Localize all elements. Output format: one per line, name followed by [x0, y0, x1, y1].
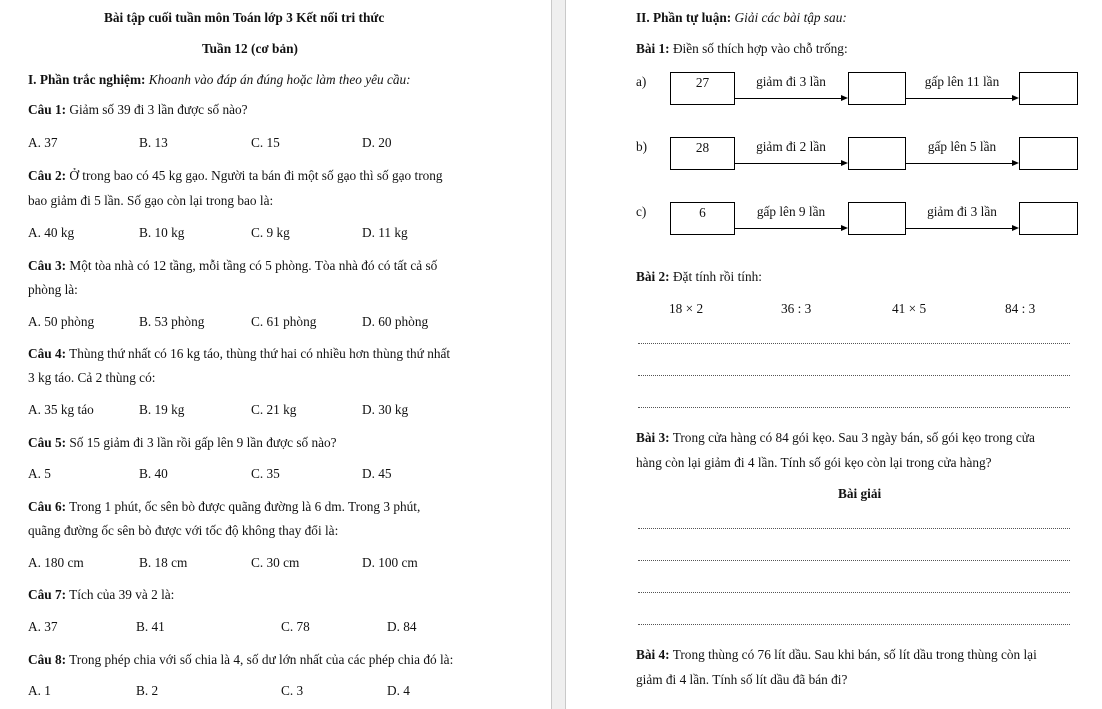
arrow-head-icon: [1012, 95, 1019, 101]
arrow-head-icon: [841, 95, 848, 101]
solution-heading: Bài giải: [838, 486, 882, 501]
option-c[interactable]: C. 15: [251, 135, 280, 150]
question-7: [28, 587, 174, 603]
option-b[interactable]: B. 10 kg: [139, 225, 185, 240]
arrow-head-icon: [1012, 160, 1019, 166]
question-label: Câu 2:: [28, 168, 67, 183]
bai3-text: Trong cửa hàng có 84 gói kẹo. Sau 3 ngày bán, số gói kẹo trong cửa: [672, 430, 1035, 445]
option-b[interactable]: B. 19 kg: [139, 402, 185, 417]
question-label: Câu 1:: [28, 102, 67, 117]
option-d[interactable]: D. 45: [362, 466, 392, 481]
arrow-head-icon: [1012, 225, 1019, 231]
bai3-label: Bài 3:: [636, 430, 670, 445]
row-letter: b): [636, 139, 648, 154]
arrow-line: [735, 163, 842, 164]
option-a[interactable]: A. 180 cm: [28, 555, 84, 570]
bai1-label: Bài 1:: [636, 41, 670, 56]
row-letter: c): [636, 204, 647, 219]
bai3-line-2: hàng còn lại giảm đi 4 lần. Tính số gói kẹo còn lại trong cửa hàng?: [636, 455, 992, 470]
operation-label: gấp lên 11 lần: [924, 74, 1000, 89]
question-label: Câu 3:: [28, 258, 67, 273]
option-d[interactable]: D. 20: [362, 135, 392, 150]
part1-heading-line: [28, 72, 411, 88]
bai1-heading: [636, 41, 848, 57]
option-d[interactable]: D. 60 phòng: [362, 314, 429, 329]
question-label: Câu 5:: [28, 435, 67, 450]
option-c[interactable]: C. 30 cm: [251, 555, 300, 570]
answer-box[interactable]: [1019, 137, 1078, 170]
expression: 18 × 2: [669, 301, 704, 316]
question-5: [28, 435, 337, 451]
bai2-text: Đặt tính rồi tính:: [672, 269, 762, 284]
bai4-line-2: giảm đi 4 lần. Tính số lít dầu đã bán đi?: [636, 672, 848, 687]
option-a[interactable]: A. 50 phòng: [28, 314, 95, 329]
question-text: Trong 1 phút, ốc sên bò được quãng đường là 6 dm. Trong 3 phút,: [69, 499, 421, 514]
question-text: Thùng thứ nhất có 16 kg táo, thùng thứ hai có nhiều hơn thùng thứ nhất: [69, 346, 451, 361]
option-d[interactable]: D. 4: [387, 683, 410, 698]
question-label: Câu 6:: [28, 499, 67, 514]
question-text-cont: 3 kg táo. Cả 2 thùng có:: [28, 370, 156, 385]
option-d[interactable]: D. 100 cm: [362, 555, 418, 570]
operation-label: giảm đi 3 lần: [756, 74, 826, 89]
option-c[interactable]: C. 78: [281, 619, 310, 634]
answer-box[interactable]: [848, 202, 906, 235]
page-gutter: [551, 0, 566, 709]
answer-line[interactable]: [638, 624, 1070, 625]
question-text-cont: bao giảm đi 5 lần. Số gạo còn lại trong bao là:: [28, 193, 274, 208]
arrow-head-icon: [841, 160, 848, 166]
question-6: [28, 499, 420, 515]
option-b[interactable]: B. 53 phòng: [139, 314, 205, 329]
option-a[interactable]: A. 37: [28, 619, 58, 634]
arrow-line: [906, 98, 1013, 99]
arrow-head-icon: [841, 225, 848, 231]
operation-label: giảm đi 2 lần: [756, 139, 826, 154]
answer-line[interactable]: [638, 560, 1070, 561]
answer-box[interactable]: [848, 72, 906, 105]
question-text: Tích của 39 và 2 là:: [69, 587, 175, 602]
option-b[interactable]: B. 18 cm: [139, 555, 188, 570]
arrow-line: [735, 98, 842, 99]
question-label: Câu 4:: [28, 346, 67, 361]
option-a[interactable]: A. 35 kg táo: [28, 402, 94, 417]
question-text: Giảm số 39 đi 3 lần được số nào?: [69, 102, 248, 117]
answer-line[interactable]: [638, 407, 1070, 408]
question-4: [28, 346, 450, 362]
question-text: Số 15 giảm đi 3 lần rồi gấp lên 9 lần được số nào?: [69, 435, 337, 450]
question-text-cont: phòng là:: [28, 282, 78, 297]
question-text: Trong phép chia với số chia là 4, số dư lớn nhất của các phép chia đó là:: [69, 652, 454, 667]
option-a[interactable]: A. 40 kg: [28, 225, 75, 240]
operation-label: gấp lên 9 lần: [756, 204, 826, 219]
arrow-line: [906, 163, 1013, 164]
start-number-box: 27: [670, 72, 735, 105]
option-c[interactable]: C. 35: [251, 466, 280, 481]
answer-line[interactable]: [638, 375, 1070, 376]
question-3: [28, 258, 437, 274]
document-subtitle: Tuần 12 (cơ bản): [202, 41, 298, 56]
expression: 36 : 3: [781, 301, 812, 316]
document-title: Bài tập cuối tuần môn Toán lớp 3 Kết nối tri thức: [104, 10, 385, 25]
question-2: [28, 168, 443, 184]
start-number-box: 6: [670, 202, 735, 235]
arrow-line: [735, 228, 842, 229]
question-text: Một tòa nhà có 12 tầng, mỗi tầng có 5 phòng. Tòa nhà đó có tất cả số: [69, 258, 438, 273]
answer-box[interactable]: [1019, 72, 1078, 105]
start-number-box: 28: [670, 137, 735, 170]
question-1: [28, 102, 248, 118]
bai1-text: Điền số thích hợp vào chỗ trống:: [672, 41, 848, 56]
part2-heading: II. Phần tự luận:: [636, 10, 732, 25]
option-b[interactable]: B. 2: [136, 683, 159, 698]
option-d[interactable]: D. 84: [387, 619, 417, 634]
answer-line[interactable]: [638, 528, 1070, 529]
operation-label: gấp lên 5 lần: [927, 139, 997, 154]
answer-line[interactable]: [638, 592, 1070, 593]
row-letter: a): [636, 74, 647, 89]
question-label: Câu 8:: [28, 652, 67, 667]
option-c[interactable]: C. 61 phòng: [251, 314, 317, 329]
part1-heading: I. Phần trắc nghiệm:: [28, 72, 146, 87]
bai3-line-1: [636, 430, 1035, 446]
option-a[interactable]: A. 37: [28, 135, 58, 150]
option-b[interactable]: B. 13: [139, 135, 168, 150]
bai2-label: Bài 2:: [636, 269, 670, 284]
option-d[interactable]: D. 11 kg: [362, 225, 408, 240]
bai4-label: Bài 4:: [636, 647, 670, 662]
option-d[interactable]: D. 30 kg: [362, 402, 409, 417]
option-c[interactable]: C. 21 kg: [251, 402, 297, 417]
part1-instruction: Khoanh vào đáp án đúng hoặc làm theo yêu cầu:: [148, 72, 411, 87]
bai2-heading: [636, 269, 762, 285]
operation-label: giảm đi 3 lần: [927, 204, 997, 219]
option-b[interactable]: B. 41: [136, 619, 165, 634]
question-8: [28, 652, 453, 668]
option-c[interactable]: C. 3: [281, 683, 304, 698]
option-b[interactable]: B. 40: [139, 466, 168, 481]
bai4-text: Trong thùng có 76 lít dầu. Sau khi bán, số lít dầu trong thùng còn lại: [672, 647, 1037, 662]
document-page-right: [566, 0, 1102, 709]
option-c[interactable]: C. 9 kg: [251, 225, 290, 240]
expression: 84 : 3: [1005, 301, 1036, 316]
part2-instruction: Giải các bài tập sau:: [734, 10, 847, 25]
answer-box[interactable]: [1019, 202, 1078, 235]
question-text: Ở trong bao có 45 kg gạo. Người ta bán đi một số gạo thì số gạo trong: [69, 168, 443, 183]
part2-heading-line: [636, 10, 847, 26]
answer-box[interactable]: [848, 137, 906, 170]
bai4-line-1: [636, 647, 1037, 663]
question-label: Câu 7:: [28, 587, 67, 602]
expression: 41 × 5: [892, 301, 927, 316]
arrow-line: [906, 228, 1013, 229]
option-a[interactable]: A. 5: [28, 466, 51, 481]
question-text-cont: quãng đường ốc sên bò được với tốc độ không thay đổi là:: [28, 523, 339, 538]
option-a[interactable]: A. 1: [28, 683, 51, 698]
answer-line[interactable]: [638, 343, 1070, 344]
